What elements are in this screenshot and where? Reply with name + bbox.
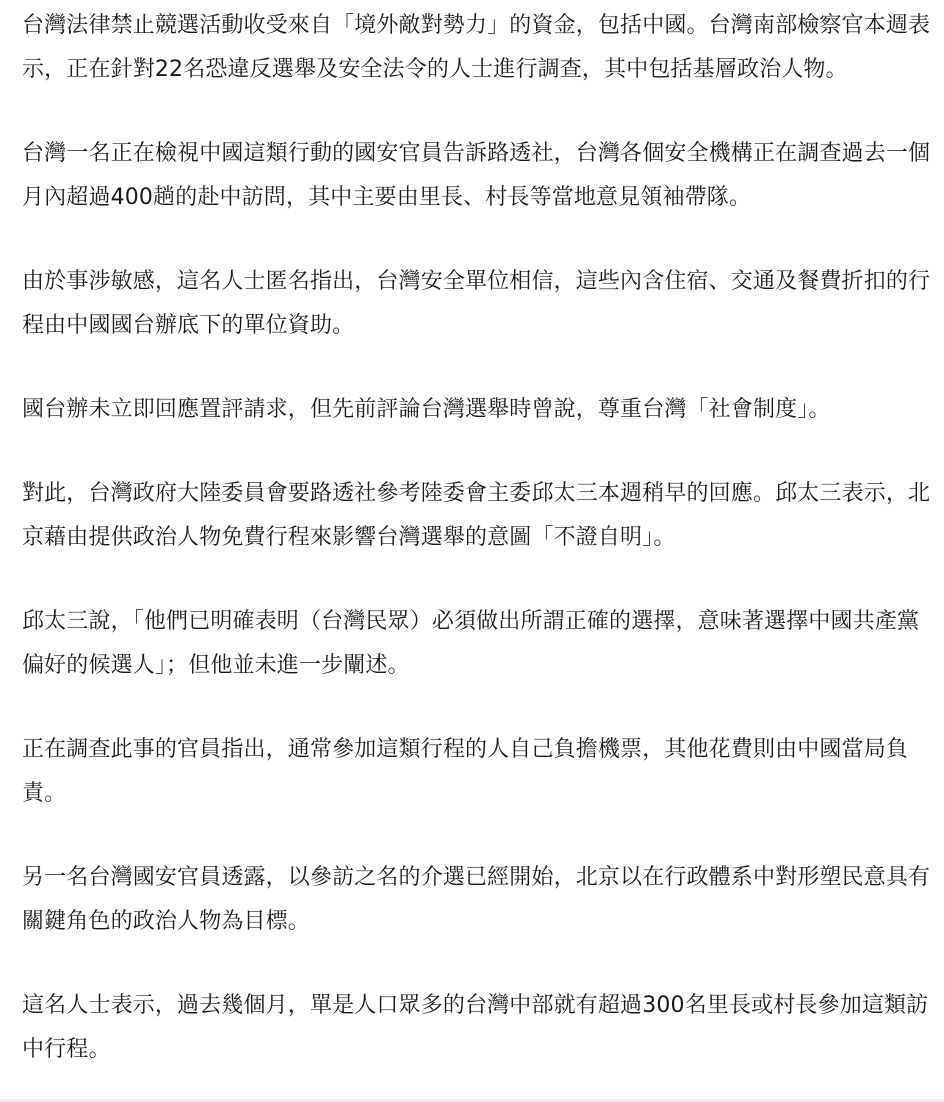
article-paragraph: 由於事涉敏感，這名人士匿名指出，台灣安全單位相信，這些內含住宿、交通及餐費折扣的行程由中國國台辦底下的單位資助。 (22, 269, 931, 338)
article-paragraph: 邱太三說，「他們已明確表明（台灣民眾）必須做出所謂正確的選擇，意味著選擇中國共產黨偏好的候選人」；但他並未進一步闡述。 (22, 609, 920, 678)
article-body (22, 4, 934, 1072)
article-paragraph: 台灣一名正在檢視中國這類行動的國安官員告訴路透社，台灣各個安全機構正在調查過去一個月內超過400趟的赴中訪問，其中主要由里長、村長等當地意見領袖帶隊。 (22, 141, 931, 210)
article-paragraph: 對此，台灣政府大陸委員會要路透社參考陸委會主委邱太三本週稍早的回應。邱太三表示，北京藉由提供政治人物免費行程來影響台灣選舉的意圖「不證自明」。 (22, 481, 931, 550)
article-paragraph: 國台辦未立即回應置評請求，但先前評論台灣選舉時曾說，尊重台灣「社會制度」。 (22, 397, 831, 422)
article-paragraph: 這名人士表示，過去幾個月，單是人口眾多的台灣中部就有超過300名里長或村長參加這類訪中行程。 (22, 993, 929, 1062)
article-paragraph: 正在調查此事的官員指出，通常參加這類行程的人自己負擔機票，其他花費則由中國當局負責。 (22, 737, 909, 806)
article-paragraph: 台灣法律禁止競選活動收受來自「境外敵對勢力」的資金，包括中國。台灣南部檢察官本週表示，正在針對22名恐違反選舉及安全法令的人士進行調查，其中包括基層政治人物。 (22, 13, 931, 82)
article-paragraph: 另一名台灣國安官員透露，以參訪之名的介選已經開始，北京以在行政體系中對形塑民意具有關鍵角色的政治人物為目標。 (22, 865, 931, 934)
